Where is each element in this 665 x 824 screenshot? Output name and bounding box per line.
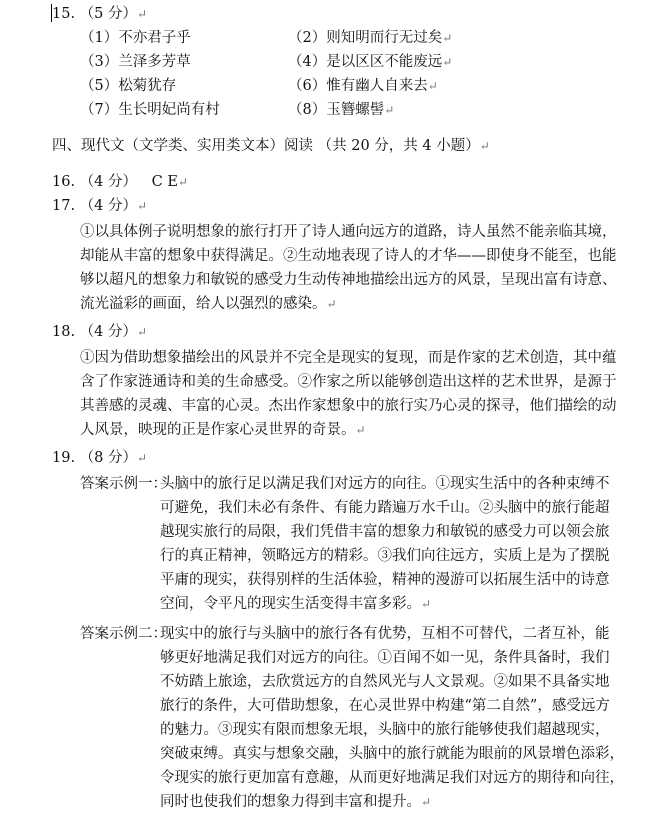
section4-title: 四、现代文（文学类、实用类文本）阅读 （共 20 分，共 4 小题）↵ <box>52 138 490 154</box>
q15-item-8: （8）玉簪螺髻↵ <box>288 102 395 118</box>
q15-item-6: （6）惟有幽人自来去↵ <box>288 78 438 94</box>
q19-example2-line-3: 不妨踏上旅途，去欣赏远方的自然风光与人文景观。②如果不具备实地 <box>160 674 610 690</box>
q18-line-4: 人风景，映现的正是作家心灵世界的奇景。↵ <box>80 422 366 438</box>
q19-example2-line-2: 够更好地满足我们对远方的向往。①百闻不如一见，条件具备时，我们 <box>160 650 610 666</box>
q19-example2-line-5: 的魅力。③现实有限而想象无垠，头脑中的旅行能够使我们超越现实， <box>160 722 610 738</box>
q17-header: 17. （4 分）↵ <box>52 198 148 214</box>
q15-item-7: （7）生长明妃尚有村 <box>80 102 220 118</box>
q17-line-1: ①以具体例子说明想象的旅行打开了诗人通向远方的道路，诗人虽然不能亲临其境， <box>80 224 617 240</box>
q18-line-1: ①因为借助想象描绘出的风景并不完全是现实的复现，而是作家的艺术创造，其中蕴 <box>80 350 617 366</box>
q19-example1-line-1: 头脑中的旅行足以满足我们对远方的向往。①现实生活中的各种束缚不 <box>160 476 610 492</box>
q19-example1-line-3: 越现实旅行的局限，我们凭借丰富的想象力和敏锐的感受力可以领会旅 <box>160 524 610 540</box>
q16-header: 16. （4 分） <box>52 174 138 190</box>
q15-item-2: （2）则知明而行无过矣↵ <box>288 30 453 46</box>
q16-answer: C E <box>151 174 178 190</box>
q15-header-text: 15. （5 分） <box>52 6 138 22</box>
q18-line-3: 其善感的灵魂、丰富的心灵。杰出作家想象中的旅行实乃心灵的探寻，他们描绘的动 <box>80 398 617 414</box>
q16: 16. （4 分） C E↵ <box>52 174 188 190</box>
q18-line-2: 含了作家涟通诗和美的生命感受。②作家之所以能够创造出这样的艺术世界，是源于 <box>80 374 617 390</box>
q15-item-1: （1）不亦君子乎 <box>80 30 191 46</box>
q15-item-4: （4）是以区区不能废远↵ <box>288 54 453 70</box>
q19-header: 19. （8 分）↵ <box>52 450 148 466</box>
q19-example2-line-6: 突破束缚。真实与想象交融，头脑中的旅行就能为眼前的风景增色添彩， <box>160 746 624 762</box>
q19-example1-label: 答案示例一： <box>80 476 167 492</box>
q19-example2-line-4: 旅行的条件，大可借助想象，在心灵世界中构建“第二自然”，感受远方 <box>160 698 610 714</box>
q19-example2-label: 答案示例二： <box>80 626 167 642</box>
q19-example1-line-5: 平庸的现实，获得别样的生活体验，精神的漫游可以拓展生活中的诗意 <box>160 572 610 588</box>
q15-item-3: （3）兰泽多芳草 <box>80 54 191 70</box>
q19-example2-line-7: 令现实的旅行更加富有意趣，从而更好地满足我们对远方的期待和向往， <box>160 770 624 786</box>
q17-line-4: 流光溢彩的画面，给人以强烈的感染。↵ <box>80 296 337 312</box>
q19-example1-line-6: 空间，令平凡的现实生活变得丰富多彩。↵ <box>160 596 432 612</box>
q19-example2-line-1: 现实中的旅行与头脑中的旅行各有优势，互相不可替代，二者互补，能 <box>160 626 610 642</box>
q15-header <box>52 4 147 24</box>
paragraph-mark-icon: ↵ <box>137 7 148 21</box>
q19-example1-line-2: 可避免，我们未必有条件、有能力踏遍万水千山。②头脑中的旅行能超 <box>160 500 610 516</box>
q17-line-2: 却能从丰富的想象中获得满足。②生动地表现了诗人的才华——即使身不能至，也能 <box>80 248 617 264</box>
q19-example2-line-8: 同时也使我们的想象力得到丰富和提升。↵ <box>160 794 432 810</box>
q18-header: 18. （4 分）↵ <box>52 324 148 340</box>
q17-line-3: 够以超凡的想象力和敏锐的感受力生动传神地描绘出远方的风景，呈现出富有诗意、 <box>80 272 617 288</box>
q19-example1-line-4: 行的真正精神，领略远方的精彩。③我们向往远方，实质上是为了摆脱 <box>160 548 610 564</box>
q15-item-5: （5）松菊犹存 <box>80 78 177 94</box>
